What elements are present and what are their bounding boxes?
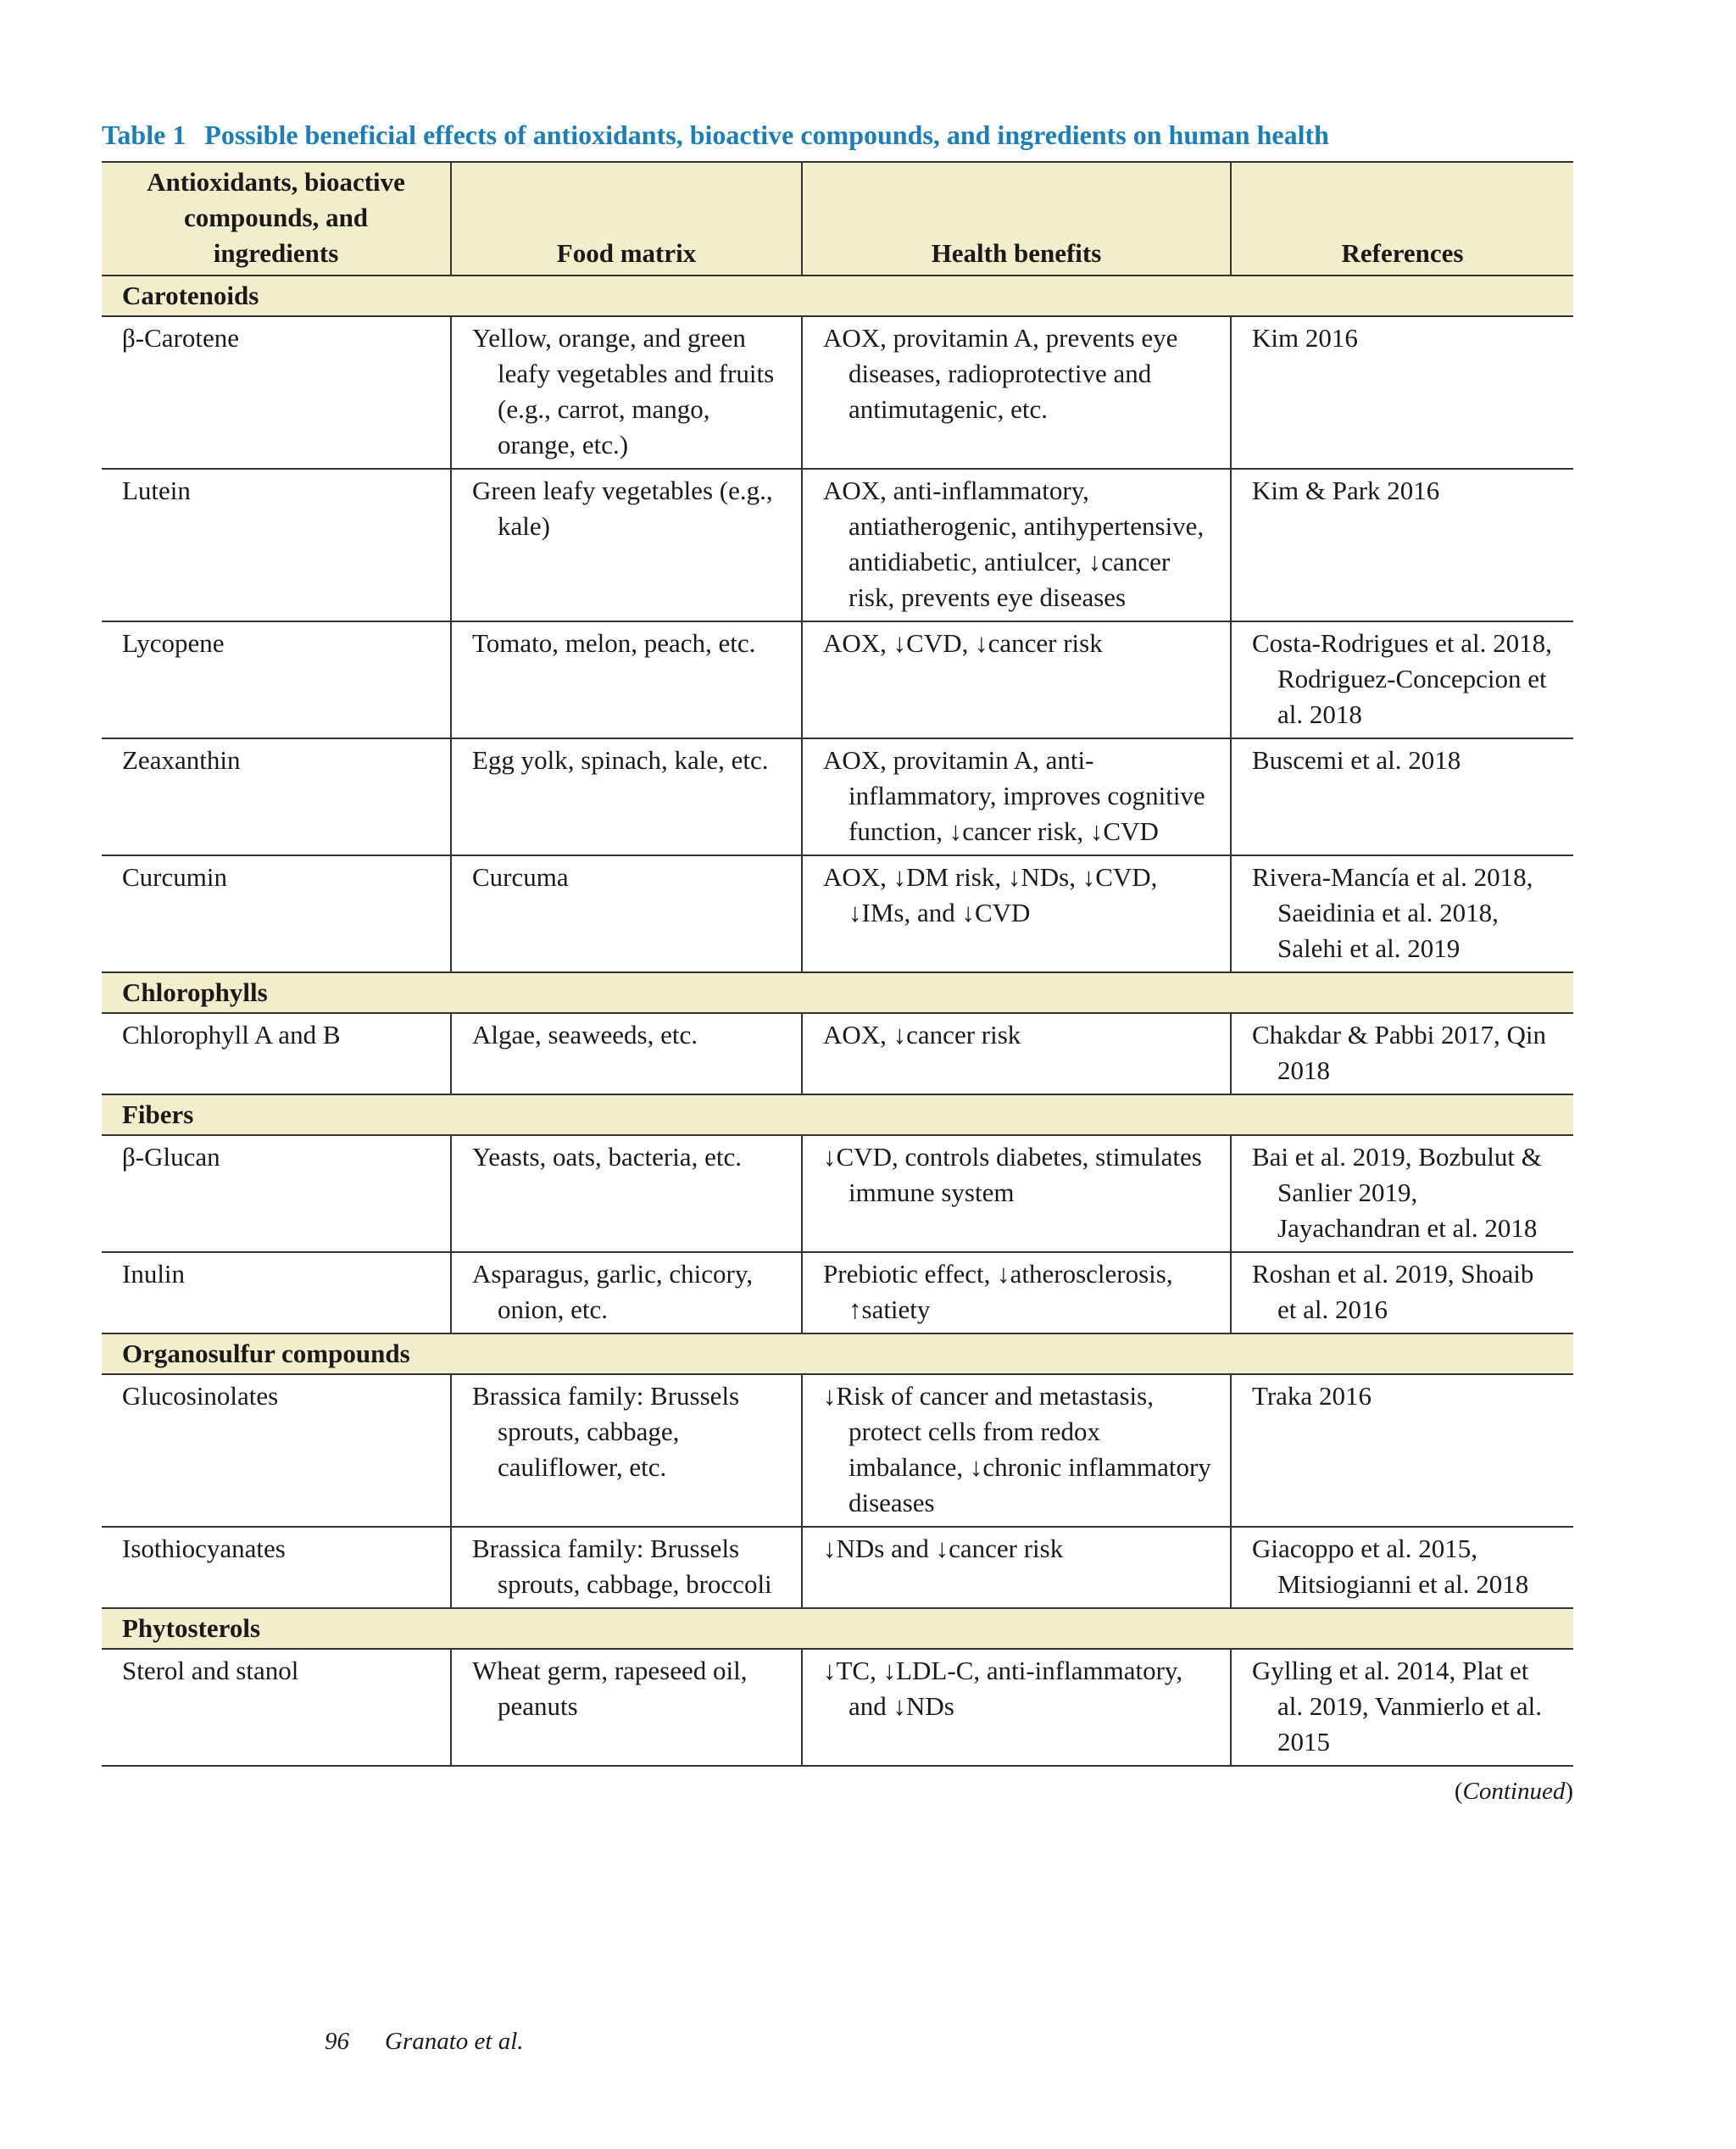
running-head: Granato et al.	[385, 2028, 524, 2055]
data-table	[102, 161, 1573, 1767]
table-row	[102, 1527, 1573, 1608]
compound-cell: Curcumin	[102, 855, 451, 972]
table-row	[102, 1252, 1573, 1333]
table-label: Table 1	[102, 120, 186, 150]
food-matrix-cell: Green leafy vegetables (e.g., kale)	[451, 469, 802, 621]
food-matrix-cell: Brassica family: Brussels sprouts, cabbage, broccoli	[451, 1527, 802, 1608]
health-benefits-cell: ↓CVD, controls diabetes, stimulates immune system	[802, 1135, 1231, 1252]
compound-cell: β-Glucan	[102, 1135, 451, 1252]
references-cell: Roshan et al. 2019, Shoaib et al. 2016	[1231, 1252, 1573, 1333]
section-title: Fibers	[102, 1094, 1573, 1135]
header-health-benefits: Health benefits	[802, 162, 1231, 276]
food-matrix-cell: Yellow, orange, and green leafy vegetables and fruits (e.g., carrot, mango, orange, etc.)	[451, 316, 802, 469]
references-cell: Costa-Rodrigues et al. 2018, Rodriguez-Concepcion et al. 2018	[1231, 621, 1573, 738]
compound-cell: Sterol and stanol	[102, 1649, 451, 1766]
health-benefits-cell: Prebiotic effect, ↓atherosclerosis, ↑satiety	[802, 1252, 1231, 1333]
health-benefits-cell: ↓TC, ↓LDL-C, anti-inflammatory, and ↓NDs	[802, 1649, 1231, 1766]
section-title: Carotenoids	[102, 276, 1573, 316]
table-row	[102, 738, 1573, 855]
section-title: Phytosterols	[102, 1608, 1573, 1649]
page	[102, 119, 1573, 1807]
references-cell: Traka 2016	[1231, 1374, 1573, 1527]
food-matrix-cell: Wheat germ, rapeseed oil, peanuts	[451, 1649, 802, 1766]
header-compounds: Antioxidants, bioactive compounds, and ingredients	[102, 162, 451, 276]
food-matrix-cell: Curcuma	[451, 855, 802, 972]
header-food-matrix: Food matrix	[451, 162, 802, 276]
references-cell: Rivera-Mancía et al. 2018, Saeidinia et al. 2018, Salehi et al. 2019	[1231, 855, 1573, 972]
section-row	[102, 1608, 1573, 1649]
health-benefits-cell: AOX, ↓cancer risk	[802, 1013, 1231, 1094]
section-row	[102, 276, 1573, 316]
table-row	[102, 1649, 1573, 1766]
food-matrix-cell: Asparagus, garlic, chicory, onion, etc.	[451, 1252, 802, 1333]
food-matrix-cell: Brassica family: Brussels sprouts, cabbage, cauliflower, etc.	[451, 1374, 802, 1527]
continued-note: (Continued)	[1454, 1778, 1573, 1806]
health-benefits-cell: AOX, provitamin A, prevents eye diseases, radioprotective and antimutagenic, etc.	[802, 316, 1231, 469]
references-cell: Bai et al. 2019, Bozbulut & Sanlier 2019, Jayachandran et al. 2018	[1231, 1135, 1573, 1252]
references-cell: Kim 2016	[1231, 316, 1573, 469]
compound-cell: Chlorophyll A and B	[102, 1013, 451, 1094]
references-cell: Gylling et al. 2014, Plat et al. 2019, Vanmierlo et al. 2015	[1231, 1649, 1573, 1766]
section-row	[102, 972, 1573, 1013]
compound-cell: Lutein	[102, 469, 451, 621]
health-benefits-cell: AOX, anti-inflammatory, antiatherogenic, antihypertensive, antidiabetic, antiulcer, ↓cancer risk, prevents eye diseases	[802, 469, 1231, 621]
table-title: Possible beneficial effects of antioxidants, bioactive compounds, and ingredients on human health	[204, 120, 1329, 150]
table-row	[102, 316, 1573, 469]
table-row	[102, 855, 1573, 972]
references-cell: Chakdar & Pabbi 2017, Qin 2018	[1231, 1013, 1573, 1094]
compound-cell: β-Carotene	[102, 316, 451, 469]
compound-cell: Zeaxanthin	[102, 738, 451, 855]
food-matrix-cell: Tomato, melon, peach, etc.	[451, 621, 802, 738]
continued-text: Continued	[1462, 1778, 1566, 1806]
table-body	[102, 276, 1573, 1766]
section-title: Organosulfur compounds	[102, 1333, 1573, 1374]
food-matrix-cell: Egg yolk, spinach, kale, etc.	[451, 738, 802, 855]
section-row	[102, 1333, 1573, 1374]
header-references: References	[1231, 162, 1573, 276]
compound-cell: Inulin	[102, 1252, 451, 1333]
health-benefits-cell: ↓Risk of cancer and metastasis, protect cells from redox imbalance, ↓chronic inflammatory diseases	[802, 1374, 1231, 1527]
table-row	[102, 469, 1573, 621]
header-row	[102, 162, 1573, 276]
health-benefits-cell: AOX, ↓CVD, ↓cancer risk	[802, 621, 1231, 738]
food-matrix-cell: Yeasts, oats, bacteria, etc.	[451, 1135, 802, 1252]
health-benefits-cell: AOX, ↓DM risk, ↓NDs, ↓CVD, ↓IMs, and ↓CVD	[802, 855, 1231, 972]
references-cell: Buscemi et al. 2018	[1231, 738, 1573, 855]
health-benefits-cell: AOX, provitamin A, anti-inflammatory, improves cognitive function, ↓cancer risk, ↓CVD	[802, 738, 1231, 855]
section-title: Chlorophylls	[102, 972, 1573, 1013]
table-row	[102, 621, 1573, 738]
page-number: 96	[325, 2028, 349, 2055]
table-caption	[102, 119, 1573, 151]
compound-cell: Glucosinolates	[102, 1374, 451, 1527]
compound-cell: Lycopene	[102, 621, 451, 738]
section-row	[102, 1094, 1573, 1135]
compound-cell: Isothiocyanates	[102, 1527, 451, 1608]
food-matrix-cell: Algae, seaweeds, etc.	[451, 1013, 802, 1094]
references-cell: Kim & Park 2016	[1231, 469, 1573, 621]
health-benefits-cell: ↓NDs and ↓cancer risk	[802, 1527, 1231, 1608]
references-cell: Giacoppo et al. 2015, Mitsiogianni et al. 2018	[1231, 1527, 1573, 1608]
table-row	[102, 1013, 1573, 1094]
page-footer	[325, 2028, 524, 2056]
table-row	[102, 1374, 1573, 1527]
table-row	[102, 1135, 1573, 1252]
